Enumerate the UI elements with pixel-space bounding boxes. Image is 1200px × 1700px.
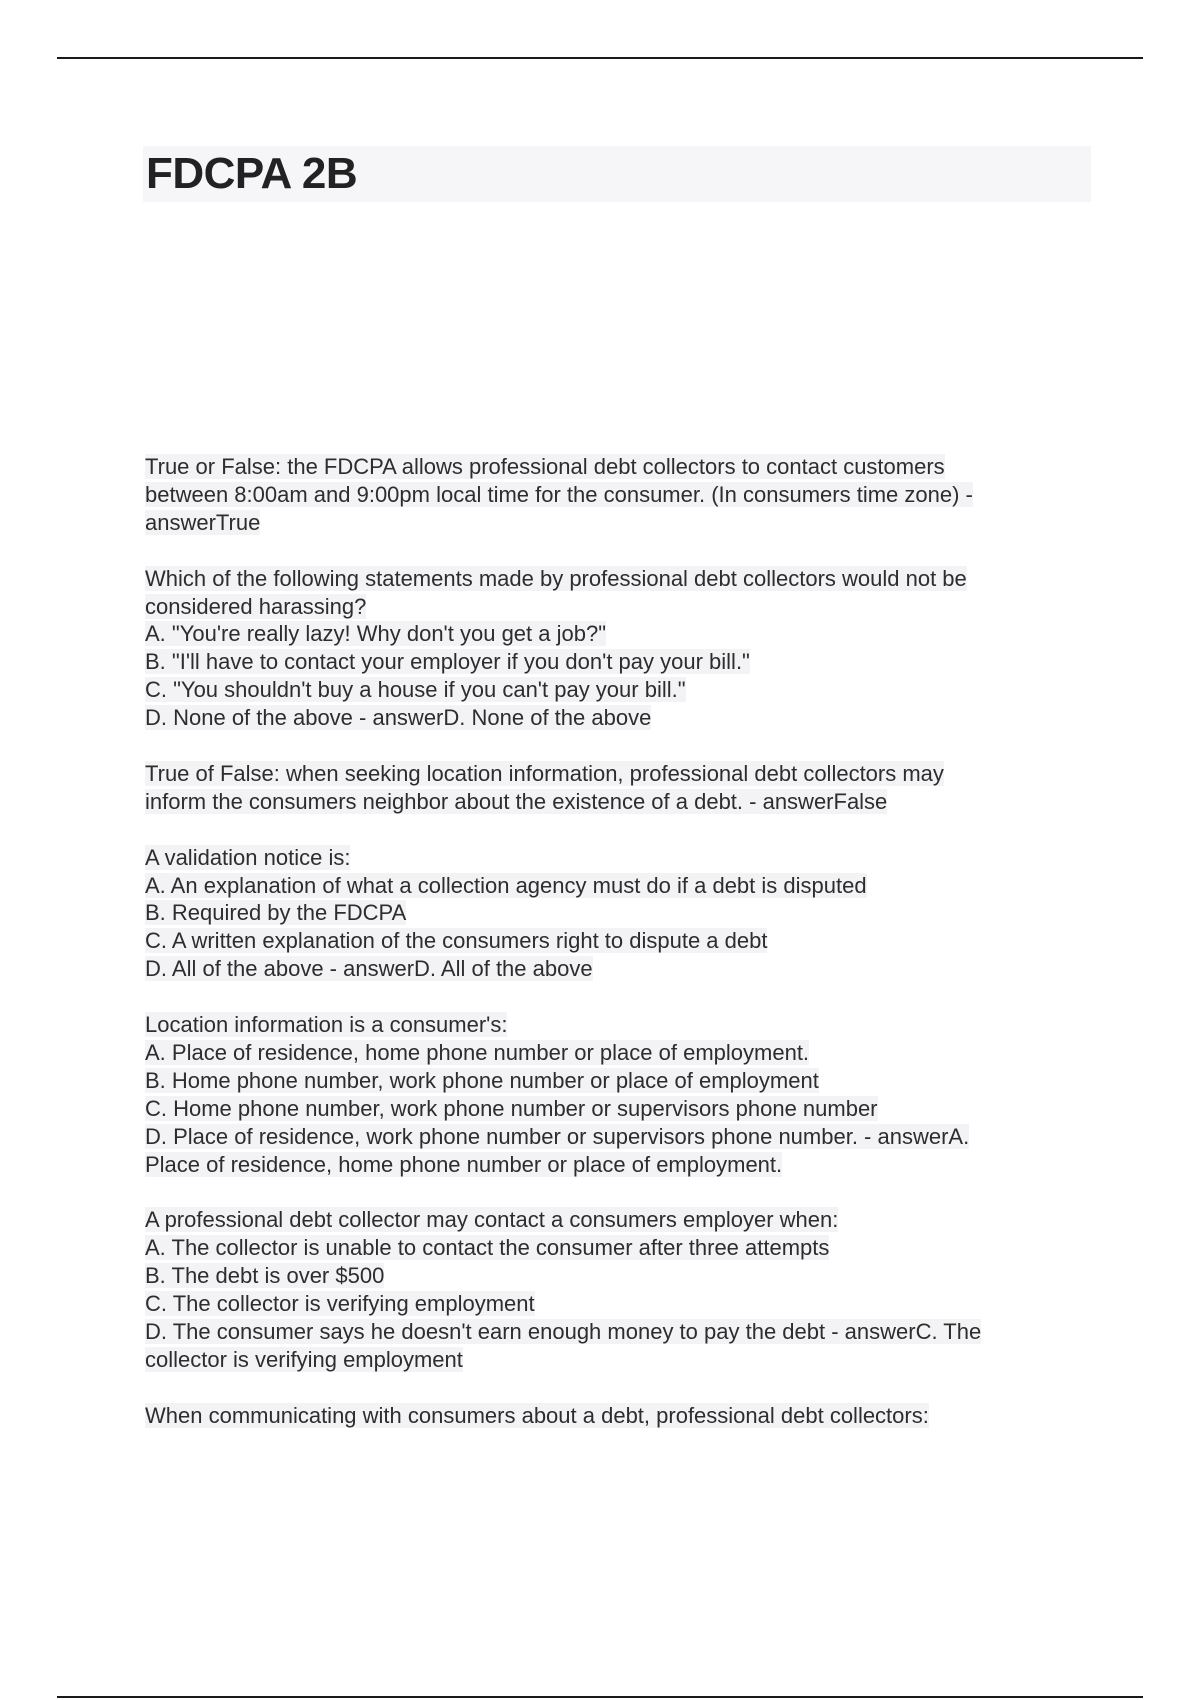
text-line: A. "You're really lazy! Why don't you get a job?" (145, 621, 607, 647)
text-line: Location information is a consumer's: (145, 1012, 508, 1038)
text-line: B. Home phone number, work phone number or place of employment (145, 1067, 819, 1093)
qa-block (145, 1402, 1075, 1430)
text-line: C. "You shouldn't buy a house if you can't pay your bill." (145, 677, 686, 703)
text-line: B. "I'll have to contact your employer if you don't pay your bill." (145, 649, 750, 675)
qa-block (145, 844, 1075, 984)
top-rule (57, 57, 1143, 59)
text-line: C. A written explanation of the consumers right to dispute a debt (145, 928, 768, 954)
text-line: considered harassing? (145, 593, 367, 619)
text-line: B. The debt is over $500 (145, 1263, 385, 1289)
text-line: D. None of the above - answerD. None of the above (145, 705, 652, 731)
text-line: C. The collector is verifying employment (145, 1291, 535, 1317)
text-line: D. All of the above - answerD. All of the above (145, 956, 593, 982)
text-line: answerTrue (145, 509, 261, 535)
text-line: between 8:00am and 9:00pm local time for the consumer. (In consumers time zone) - (145, 481, 973, 507)
text-line: C. Home phone number, work phone number or supervisors phone number (145, 1095, 878, 1121)
text-line: B. Required by the FDCPA (145, 900, 407, 926)
text-line: A. Place of residence, home phone number or place of employment. (145, 1039, 810, 1065)
text-line: A. The collector is unable to contact the consumer after three attempts (145, 1235, 830, 1261)
qa-block (145, 565, 1075, 732)
text-line: A professional debt collector may contact a consumers employer when: (145, 1207, 839, 1233)
text-line: When communicating with consumers about a debt, professional debt collectors: (145, 1402, 929, 1428)
text-line: A. An explanation of what a collection agency must do if a debt is disputed (145, 872, 867, 898)
qa-block (145, 1011, 1075, 1178)
text-line: collector is verifying employment (145, 1346, 463, 1372)
text-line: inform the consumers neighbor about the existence of a debt. - answerFalse (145, 788, 888, 814)
text-line: Place of residence, home phone number or place of employment. (145, 1151, 783, 1177)
text-line: D. The consumer says he doesn't earn enough money to pay the debt - answerC. The (145, 1319, 982, 1345)
bottom-rule (57, 1696, 1143, 1698)
qa-block (145, 1206, 1075, 1373)
text-line: A validation notice is: (145, 844, 351, 870)
text-line: Which of the following statements made by professional debt collectors would not be (145, 565, 967, 591)
text-line: True of False: when seeking location information, professional debt collectors may (145, 760, 944, 786)
qa-block (145, 453, 1075, 537)
text-line: D. Place of residence, work phone number or supervisors phone number. - answerA. (145, 1123, 970, 1149)
qa-block (145, 760, 1075, 816)
text-line: True or False: the FDCPA allows professional debt collectors to contact customers (145, 454, 945, 479)
qa-content (145, 453, 1075, 1458)
document-title: FDCPA 2B (146, 149, 358, 198)
